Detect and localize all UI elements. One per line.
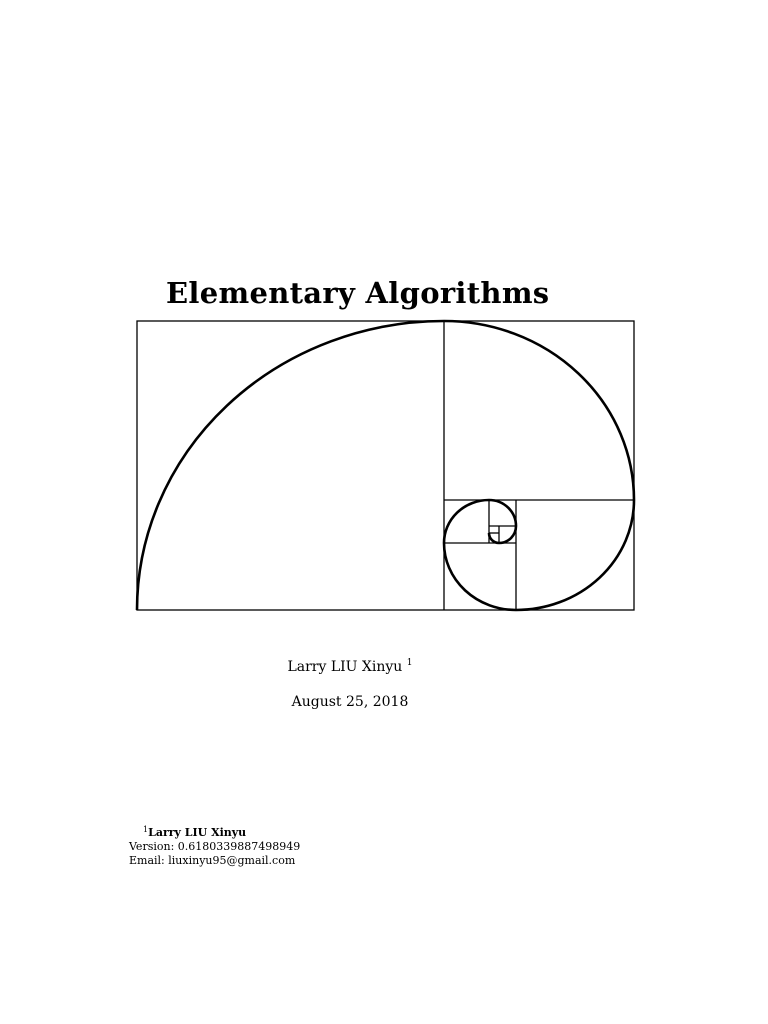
- footnote-version-line: [129, 840, 300, 854]
- footnote-email-line: [129, 854, 300, 868]
- email-value: liuxinyu95@gmail.com: [168, 854, 296, 867]
- publication-date: August 25, 2018: [291, 694, 409, 710]
- footnote-name: Larry LIU Xinyu: [148, 826, 247, 839]
- golden-spiral-figure: [135, 318, 637, 614]
- footnote-mark: 1: [143, 825, 149, 834]
- version-value: 0.6180339887498949: [177, 840, 301, 853]
- author-footnote-mark: 1: [406, 658, 413, 668]
- author-line: [0, 658, 700, 675]
- footnote: [129, 823, 300, 868]
- email-label: Email:: [129, 854, 165, 867]
- book-title: Elementary Algorithms: [166, 276, 550, 310]
- golden-spiral-icon: [135, 318, 637, 614]
- footnote-name-line: [129, 823, 300, 840]
- version-label: Version:: [129, 840, 175, 853]
- author-name: Larry LIU Xinyu: [287, 659, 403, 675]
